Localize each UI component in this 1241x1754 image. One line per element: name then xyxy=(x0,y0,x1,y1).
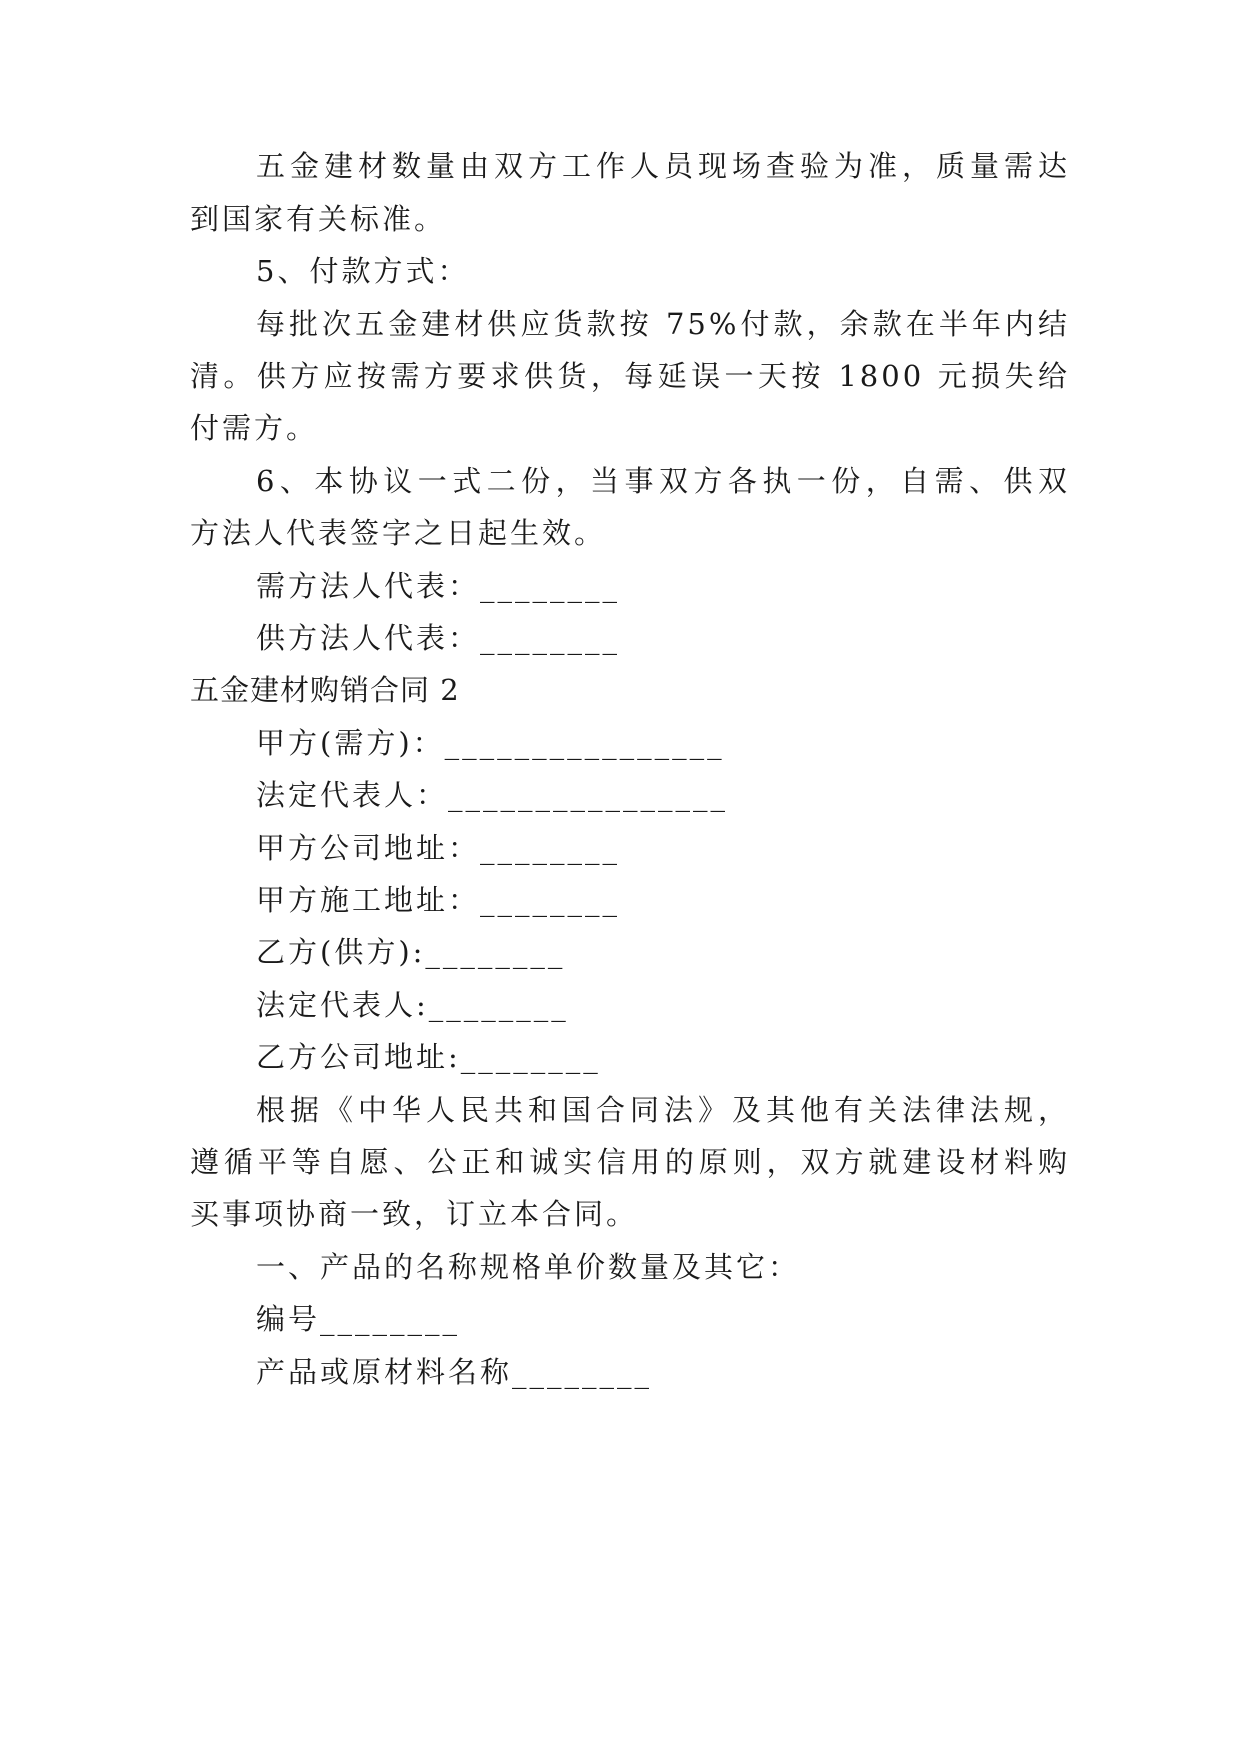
form-field: 法定代表人:________ xyxy=(256,988,569,1022)
paragraph-line: 根据《中华人民共和国合同法》及其他有关法律法规， xyxy=(256,1093,1070,1127)
paragraph-line: 到国家有关标准。 xyxy=(190,202,447,236)
form-field: 甲方施工地址：________ xyxy=(256,883,621,917)
document-title: 五金建材购销合同 2 xyxy=(190,673,460,707)
signature-field: 供方法人代表：________ xyxy=(256,621,621,655)
paragraph-line: 6、本协议一式二份，当事双方各执一份，自需、供双 xyxy=(256,464,1070,498)
form-field: 编号________ xyxy=(256,1302,461,1336)
paragraph-line: 付需方。 xyxy=(190,411,319,445)
paragraph-line: 方法人代表签字之日起生效。 xyxy=(190,516,607,550)
paragraph-line: 遵循平等自愿、公正和诚实信用的原则，双方就建设材料购 xyxy=(190,1145,1070,1179)
form-field: 乙方(供方):________ xyxy=(256,935,566,969)
paragraph-line: 每批次五金建材供应货款按 75%付款，余款在半年内结 xyxy=(256,307,1070,341)
paragraph-line: 买事项协商一致，订立本合同。 xyxy=(190,1197,639,1231)
form-field: 乙方公司地址:________ xyxy=(256,1040,601,1074)
form-field: 甲方公司地址：________ xyxy=(256,831,621,865)
form-field: 法定代表人：________________ xyxy=(256,778,729,812)
paragraph-line: 清。供方应按需方要求供货，每延误一天按 1800 元损失给 xyxy=(190,359,1070,393)
form-field: 甲方(需方)：________________ xyxy=(256,726,725,760)
signature-field: 需方法人代表：________ xyxy=(256,569,621,603)
form-field: 产品或原材料名称________ xyxy=(256,1355,653,1389)
section-heading: 一、产品的名称规格单价数量及其它： xyxy=(256,1250,801,1284)
section-heading: 5、付款方式： xyxy=(256,254,470,288)
paragraph-line: 五金建材数量由双方工作人员现场查验为准，质量需达 xyxy=(256,149,1070,183)
